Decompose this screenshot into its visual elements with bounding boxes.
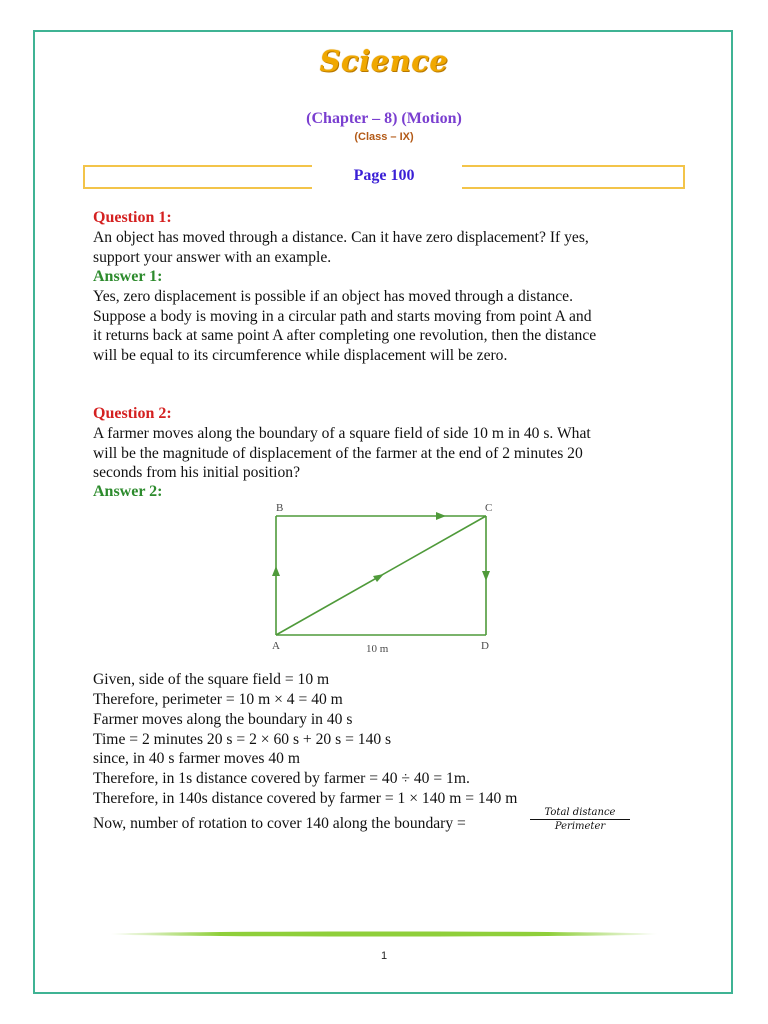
question-2-line: seconds from his initial position?: [93, 464, 301, 481]
solution-line: Now, number of rotation to cover 140 along the boundary =: [93, 815, 466, 832]
answer-1-line: it returns back at same point A after completing one revolution, then the distance: [93, 327, 597, 344]
solution-line: Therefore, perimeter = 10 m × 4 = 40 m: [93, 691, 343, 708]
solution-line: Therefore, in 1s distance covered by farmer = 40 ÷ 40 = 1m.: [93, 770, 470, 787]
class-label: (Class – IX): [354, 131, 414, 143]
arrow-up-icon: [272, 566, 280, 576]
footer-divider: [110, 930, 658, 938]
vertex-a-label: A: [272, 640, 280, 652]
arrow-right-icon: [436, 512, 446, 520]
fraction: [530, 807, 630, 832]
answer-1-line: Suppose a body is moving in a circular path and starts moving from point A and: [93, 308, 592, 325]
answer-1-line: will be equal to its circumference while displacement will be zero.: [93, 347, 508, 364]
vertex-b-label: B: [276, 502, 284, 514]
solution-line: Farmer moves along the boundary in 40 s: [93, 711, 353, 728]
question-2-line: A farmer moves along the boundary of a square field of side 10 m in 40 s. What: [93, 425, 591, 442]
question-1-label: Question 1:: [93, 209, 172, 226]
answer-1-label: Answer 1:: [93, 268, 163, 285]
fraction-denominator: Perimeter: [554, 821, 606, 832]
question-2-label: Question 2:: [93, 405, 172, 422]
question-2-line: will be the magnitude of displacement of the farmer at the end of 2 minutes 20: [93, 445, 583, 462]
solution-line: since, in 40 s farmer moves 40 m: [93, 750, 301, 767]
arrow-diagonal-icon: [373, 574, 384, 582]
vertex-c-label: C: [485, 502, 493, 514]
square-field-diagram: [260, 496, 510, 658]
question-1-line: An object has moved through a distance. Can it have zero displacement? If yes,: [93, 229, 589, 246]
solution-line: Time = 2 minutes 20 s = 2 × 60 s + 20 s = 140 s: [93, 731, 392, 748]
solution-line: Given, side of the square field = 10 m: [93, 671, 330, 688]
answer-1-line: Yes, zero displacement is possible if an object has moved through a distance.: [93, 288, 573, 305]
side-length-label: 10 m: [366, 643, 389, 655]
question-1-line: support your answer with an example.: [93, 249, 332, 266]
solution-line: Therefore, in 140s distance covered by farmer = 1 × 140 m = 140 m: [93, 790, 518, 807]
page-label: Page 100: [353, 167, 415, 184]
arrow-down-icon: [482, 571, 490, 581]
page-number: 1: [380, 950, 388, 962]
vertex-d-label: D: [481, 640, 489, 652]
subject-title: Science: [319, 44, 449, 78]
answer-2-label: Answer 2:: [93, 483, 163, 500]
chapter-heading: (Chapter – 8) (Motion): [306, 110, 462, 127]
fraction-numerator: Total distance: [530, 807, 630, 820]
